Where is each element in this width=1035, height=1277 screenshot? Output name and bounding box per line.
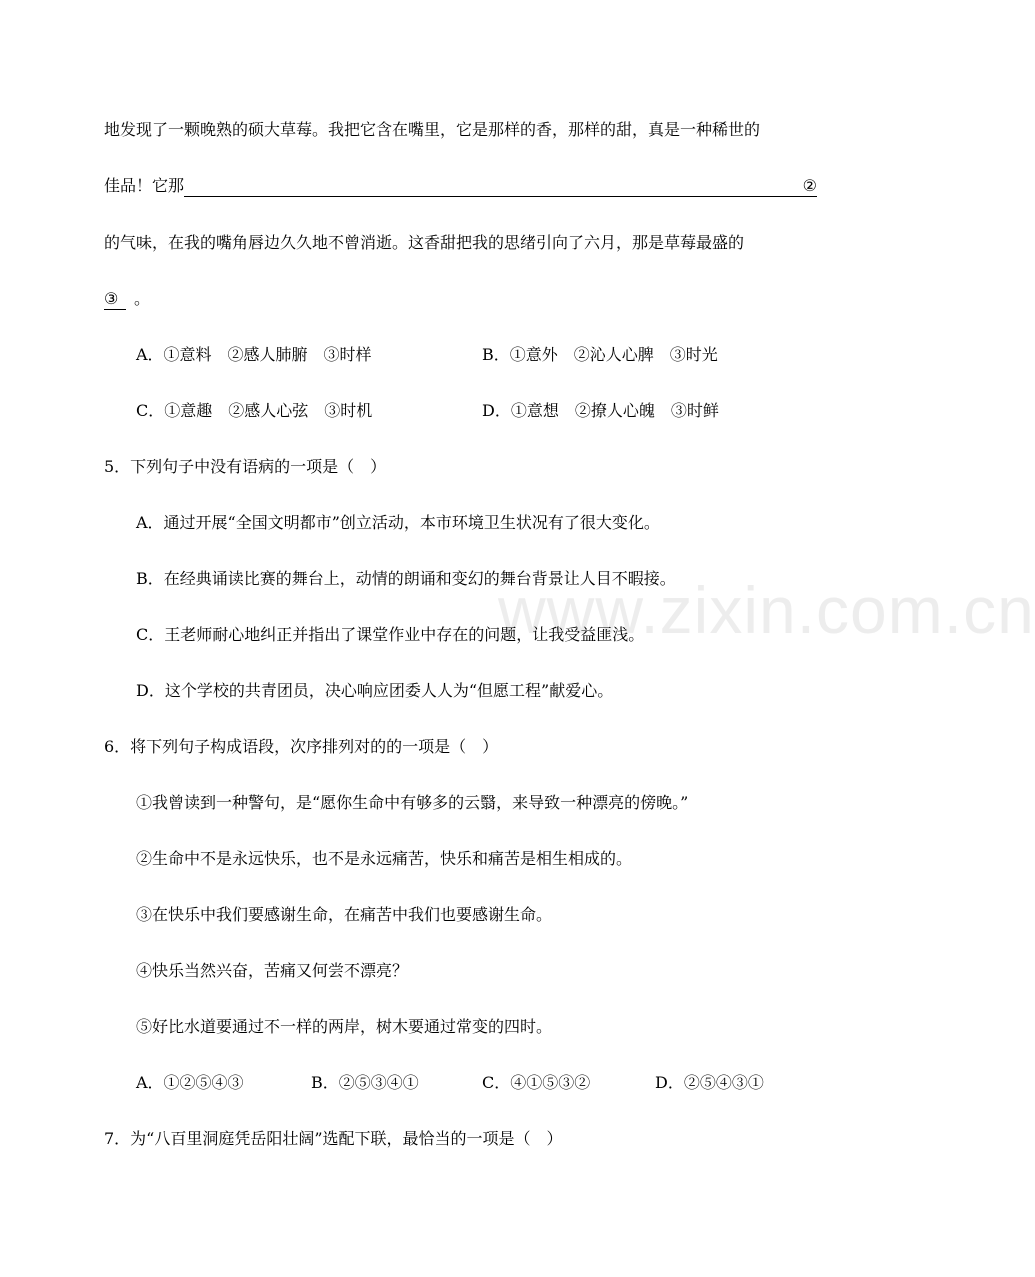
q5-option-c: C．王老师耐心地纠正并指出了课堂作业中存在的问题，让我受益匪浅。 xyxy=(136,625,645,644)
q6-option-d: D．②⑤④③① xyxy=(655,1073,764,1092)
passage-line-2-prefix: 佳品！它那 xyxy=(104,176,185,195)
q6-stem: 6．将下列句子构成语段，次序排列对的的一项是（ ） xyxy=(104,737,499,756)
q6-sentence-3: ③在快乐中我们要感谢生命，在痛苦中我们也要感谢生命。 xyxy=(136,905,553,924)
blank-3: ③ xyxy=(104,289,126,310)
passage-line-1: 地发现了一颗晚熟的硕大草莓。我把它含在嘴里，它是那样的香，那样的甜，真是一种稀世的 xyxy=(104,120,761,139)
q6-option-c: C．④①⑤③② xyxy=(482,1073,591,1092)
passage-line-2 xyxy=(104,176,817,197)
q6-option-b: B．②⑤③④① xyxy=(311,1073,419,1092)
q6-option-a: A．①②⑤④③ xyxy=(136,1073,244,1092)
q6-sentence-4: ④快乐当然兴奋，苦痛又何尝不漂亮？ xyxy=(136,961,409,980)
passage-line-4 xyxy=(104,289,150,310)
q6-sentence-2: ②生命中不是永远快乐，也不是永远痛苦，快乐和痛苦是相生相成的。 xyxy=(136,849,633,868)
blank-2: ② xyxy=(184,176,817,197)
q6-sentence-1: ①我曾读到一种警句，是“愿你生命中有够多的云翳，来导致一种漂亮的傍晚。” xyxy=(136,793,689,812)
passage-line-4-suffix: 。 xyxy=(134,289,151,308)
watermark-text: www.zixin.com.cn xyxy=(498,573,1035,647)
q5-stem: 5．下列句子中没有语病的一项是（ ） xyxy=(104,457,387,476)
q7-stem: 7．为“八百里洞庭凭岳阳壮阔”选配下联，最恰当的一项是（ ） xyxy=(104,1129,563,1148)
q4-option-d: D．①意想 ②撩人心魄 ③时鲜 xyxy=(482,401,719,420)
q4-option-b: B．①意外 ②沁人心脾 ③时光 xyxy=(482,345,718,364)
q6-sentence-5: ⑤好比水道要通过不一样的两岸，树木要通过常变的四时。 xyxy=(136,1017,553,1036)
q5-option-b: B．在经典诵读比赛的舞台上，动情的朗诵和变幻的舞台背景让人目不暇接。 xyxy=(136,569,676,588)
q4-option-c: C．①意趣 ②感人心弦 ③时机 xyxy=(136,401,373,420)
q5-option-d: D．这个学校的共青团员，决心响应团委人人为“但愿工程”献爱心。 xyxy=(136,681,614,700)
q5-option-a: A．通过开展“全国文明都市”创立活动，本市环境卫生状况有了很大变化。 xyxy=(136,513,660,532)
q4-option-a: A．①意料 ②感人肺腑 ③时样 xyxy=(136,345,372,364)
passage-line-3: 的气味，在我的嘴角唇边久久地不曾消逝。这香甜把我的思绪引向了六月，那是草莓最盛的 xyxy=(104,233,745,252)
